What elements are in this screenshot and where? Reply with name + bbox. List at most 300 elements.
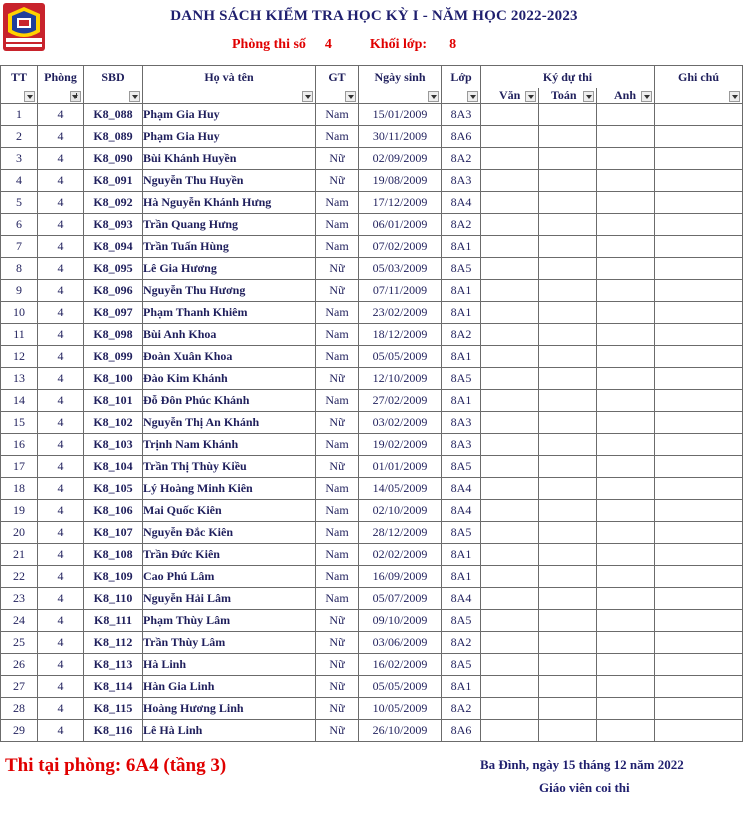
cell-gt: Nam <box>316 126 359 148</box>
cell-name: Phạm Thanh Khiêm <box>143 302 316 324</box>
cell-gt: Nam <box>316 346 359 368</box>
cell-van <box>481 236 539 258</box>
cell-gt: Nữ <box>316 610 359 632</box>
cell-note <box>655 258 743 280</box>
cell-phong: 4 <box>38 104 84 126</box>
cell-cls: 8A6 <box>442 720 481 742</box>
cell-sbd: K8_113 <box>84 654 143 676</box>
cell-van <box>481 104 539 126</box>
cell-tt: 15 <box>1 412 38 434</box>
cell-dob: 05/03/2009 <box>359 258 442 280</box>
filter-row <box>1 88 743 104</box>
cell-dob: 06/01/2009 <box>359 214 442 236</box>
cell-van <box>481 148 539 170</box>
cell-anh <box>597 412 655 434</box>
cell-tt: 14 <box>1 390 38 412</box>
cell-cls: 8A2 <box>442 698 481 720</box>
cell-van <box>481 258 539 280</box>
cell-anh <box>597 676 655 698</box>
cell-phong: 4 <box>38 412 84 434</box>
cell-toan <box>539 258 597 280</box>
cell-gt: Nam <box>316 390 359 412</box>
cell-note <box>655 544 743 566</box>
table-row <box>1 698 743 720</box>
cell-cls: 8A4 <box>442 500 481 522</box>
cell-dob: 05/05/2009 <box>359 676 442 698</box>
filter-active-icon[interactable] <box>70 91 81 102</box>
cell-sbd: K8_112 <box>84 632 143 654</box>
table-row <box>1 654 743 676</box>
cell-toan <box>539 368 597 390</box>
cell-sbd: K8_106 <box>84 500 143 522</box>
cell-name: Đào Kim Khánh <box>143 368 316 390</box>
cell-phong: 4 <box>38 148 84 170</box>
cell-name: Hà Nguyễn Khánh Hưng <box>143 192 316 214</box>
cell-dob: 02/02/2009 <box>359 544 442 566</box>
cell-toan <box>539 632 597 654</box>
cell-toan <box>539 522 597 544</box>
cell-gt: Nam <box>316 566 359 588</box>
cell-anh <box>597 566 655 588</box>
cell-gt: Nam <box>316 588 359 610</box>
cell-sbd: K8_107 <box>84 522 143 544</box>
cell-tt: 6 <box>1 214 38 236</box>
cell-phong: 4 <box>38 500 84 522</box>
cell-gt: Nam <box>316 478 359 500</box>
cell-name: Trần Thùy Lâm <box>143 632 316 654</box>
cell-note <box>655 720 743 742</box>
cell-phong: 4 <box>38 654 84 676</box>
grade-label: Khối lớp: <box>369 37 428 52</box>
cell-dob: 07/02/2009 <box>359 236 442 258</box>
cell-anh <box>597 302 655 324</box>
col-dob: Ngày sinh <box>359 66 442 89</box>
col-sign: Ký dự thi <box>481 66 655 89</box>
cell-name: Nguyễn Thị An Khánh <box>143 412 316 434</box>
cell-note <box>655 500 743 522</box>
cell-van <box>481 654 539 676</box>
cell-sbd: K8_110 <box>84 588 143 610</box>
cell-gt: Nam <box>316 434 359 456</box>
cell-anh <box>597 104 655 126</box>
cell-tt: 26 <box>1 654 38 676</box>
cell-phong: 4 <box>38 544 84 566</box>
cell-van <box>481 368 539 390</box>
table-row <box>1 500 743 522</box>
cell-van <box>481 610 539 632</box>
cell-van <box>481 412 539 434</box>
cell-tt: 20 <box>1 522 38 544</box>
cell-cls: 8A5 <box>442 368 481 390</box>
cell-cls: 8A2 <box>442 148 481 170</box>
cell-toan <box>539 214 597 236</box>
page-title: DANH SÁCH KIỂM TRA HỌC KỲ I - NĂM HỌC 2022-2023 <box>170 8 578 24</box>
cell-dob: 19/02/2009 <box>359 434 442 456</box>
cell-tt: 10 <box>1 302 38 324</box>
table-row <box>1 632 743 654</box>
cell-dob: 23/02/2009 <box>359 302 442 324</box>
cell-phong: 4 <box>38 170 84 192</box>
cell-tt: 2 <box>1 126 38 148</box>
room-label: Phòng thi số <box>232 37 306 52</box>
cell-van <box>481 566 539 588</box>
table-row <box>1 258 743 280</box>
cell-cls: 8A5 <box>442 522 481 544</box>
col-phong: Phòng <box>38 66 84 89</box>
table-row <box>1 192 743 214</box>
cell-toan <box>539 478 597 500</box>
cell-sbd: K8_114 <box>84 676 143 698</box>
cell-tt: 23 <box>1 588 38 610</box>
cell-sbd: K8_101 <box>84 390 143 412</box>
cell-cls: 8A5 <box>442 654 481 676</box>
filter-dropdown-icon[interactable] <box>583 91 594 102</box>
cell-tt: 16 <box>1 434 38 456</box>
cell-cls: 8A1 <box>442 544 481 566</box>
cell-tt: 21 <box>1 544 38 566</box>
col-class: Lớp <box>442 66 481 89</box>
cell-note <box>655 368 743 390</box>
cell-tt: 22 <box>1 566 38 588</box>
room-value: 4 <box>324 37 332 52</box>
cell-phong: 4 <box>38 280 84 302</box>
cell-note <box>655 236 743 258</box>
cell-van <box>481 126 539 148</box>
cell-name: Bùi Anh Khoa <box>143 324 316 346</box>
cell-van <box>481 302 539 324</box>
cell-toan <box>539 236 597 258</box>
cell-gt: Nữ <box>316 368 359 390</box>
filter-dropdown-icon[interactable] <box>302 91 313 102</box>
cell-tt: 1 <box>1 104 38 126</box>
room-info <box>232 37 456 53</box>
table-row <box>1 720 743 742</box>
cell-dob: 19/08/2009 <box>359 170 442 192</box>
col-note: Ghi chú <box>655 66 743 89</box>
cell-tt: 13 <box>1 368 38 390</box>
cell-note <box>655 654 743 676</box>
cell-van <box>481 346 539 368</box>
cell-cls: 8A6 <box>442 126 481 148</box>
cell-toan <box>539 676 597 698</box>
table-row <box>1 104 743 126</box>
cell-cls: 8A3 <box>442 434 481 456</box>
cell-phong: 4 <box>38 720 84 742</box>
col-name: Họ và tên <box>143 66 316 89</box>
cell-phong: 4 <box>38 214 84 236</box>
table-row <box>1 214 743 236</box>
cell-name: Nguyễn Hải Lâm <box>143 588 316 610</box>
cell-sbd: K8_115 <box>84 698 143 720</box>
cell-note <box>655 104 743 126</box>
cell-gt: Nam <box>316 302 359 324</box>
cell-dob: 28/12/2009 <box>359 522 442 544</box>
cell-name: Lê Hà Linh <box>143 720 316 742</box>
cell-sbd: K8_096 <box>84 280 143 302</box>
grade-value: 8 <box>449 37 457 52</box>
cell-note <box>655 478 743 500</box>
cell-toan <box>539 456 597 478</box>
cell-sbd: K8_088 <box>84 104 143 126</box>
cell-note <box>655 126 743 148</box>
cell-van <box>481 698 539 720</box>
cell-anh <box>597 522 655 544</box>
cell-tt: 18 <box>1 478 38 500</box>
table-row <box>1 280 743 302</box>
cell-toan <box>539 434 597 456</box>
table-body <box>1 104 743 742</box>
cell-anh <box>597 720 655 742</box>
cell-dob: 12/10/2009 <box>359 368 442 390</box>
cell-dob: 15/01/2009 <box>359 104 442 126</box>
cell-note <box>655 148 743 170</box>
cell-phong: 4 <box>38 478 84 500</box>
cell-van <box>481 214 539 236</box>
header-row <box>1 66 743 89</box>
cell-cls: 8A4 <box>442 588 481 610</box>
filter-dropdown-icon[interactable] <box>428 91 439 102</box>
cell-cls: 8A2 <box>442 324 481 346</box>
cell-sbd: K8_116 <box>84 720 143 742</box>
footer-signer: Giáo viên coi thi <box>539 780 630 795</box>
cell-name: Trần Quang Hưng <box>143 214 316 236</box>
filter-dropdown-icon[interactable] <box>467 91 478 102</box>
cell-note <box>655 456 743 478</box>
cell-toan <box>539 148 597 170</box>
cell-phong: 4 <box>38 192 84 214</box>
cell-cls: 8A5 <box>442 610 481 632</box>
cell-dob: 05/07/2009 <box>359 588 442 610</box>
filter-dropdown-icon[interactable] <box>129 91 140 102</box>
cell-sbd: K8_099 <box>84 346 143 368</box>
cell-note <box>655 434 743 456</box>
subcol-anh: Anh <box>614 88 637 102</box>
cell-name: Lý Hoàng Minh Kiên <box>143 478 316 500</box>
cell-gt: Nữ <box>316 676 359 698</box>
cell-cls: 8A2 <box>442 632 481 654</box>
cell-sbd: K8_109 <box>84 566 143 588</box>
cell-note <box>655 632 743 654</box>
cell-dob: 09/10/2009 <box>359 610 442 632</box>
filter-dropdown-icon[interactable] <box>641 91 652 102</box>
cell-gt: Nữ <box>316 720 359 742</box>
cell-phong: 4 <box>38 698 84 720</box>
cell-dob: 26/10/2009 <box>359 720 442 742</box>
cell-toan <box>539 170 597 192</box>
cell-sbd: K8_104 <box>84 456 143 478</box>
cell-tt: 17 <box>1 456 38 478</box>
cell-sbd: K8_089 <box>84 126 143 148</box>
cell-note <box>655 346 743 368</box>
cell-toan <box>539 500 597 522</box>
exam-location: Thi tại phòng: 6A4 (tầng 3) <box>5 755 227 776</box>
cell-cls: 8A1 <box>442 280 481 302</box>
cell-sbd: K8_102 <box>84 412 143 434</box>
cell-toan <box>539 412 597 434</box>
cell-gt: Nữ <box>316 632 359 654</box>
cell-sbd: K8_098 <box>84 324 143 346</box>
exam-list-table <box>0 65 743 742</box>
cell-sbd: K8_091 <box>84 170 143 192</box>
cell-dob: 16/09/2009 <box>359 566 442 588</box>
cell-toan <box>539 610 597 632</box>
cell-note <box>655 676 743 698</box>
cell-note <box>655 192 743 214</box>
cell-dob: 27/02/2009 <box>359 390 442 412</box>
cell-name: Trần Đức Kiên <box>143 544 316 566</box>
cell-dob: 14/05/2009 <box>359 478 442 500</box>
cell-toan <box>539 654 597 676</box>
cell-note <box>655 522 743 544</box>
cell-tt: 3 <box>1 148 38 170</box>
cell-phong: 4 <box>38 522 84 544</box>
cell-phong: 4 <box>38 588 84 610</box>
cell-cls: 8A4 <box>442 478 481 500</box>
cell-phong: 4 <box>38 632 84 654</box>
cell-anh <box>597 258 655 280</box>
cell-note <box>655 214 743 236</box>
cell-anh <box>597 390 655 412</box>
cell-tt: 11 <box>1 324 38 346</box>
cell-dob: 02/10/2009 <box>359 500 442 522</box>
table-row <box>1 236 743 258</box>
cell-gt: Nam <box>316 544 359 566</box>
cell-toan <box>539 346 597 368</box>
table-row <box>1 676 743 698</box>
cell-phong: 4 <box>38 368 84 390</box>
filter-dropdown-icon[interactable] <box>525 91 536 102</box>
cell-dob: 07/11/2009 <box>359 280 442 302</box>
cell-anh <box>597 324 655 346</box>
cell-van <box>481 390 539 412</box>
cell-toan <box>539 720 597 742</box>
table-row <box>1 434 743 456</box>
cell-van <box>481 192 539 214</box>
table-row <box>1 610 743 632</box>
cell-name: Nguyễn Đắc Kiên <box>143 522 316 544</box>
cell-note <box>655 324 743 346</box>
table-row <box>1 412 743 434</box>
filter-dropdown-icon[interactable] <box>729 91 740 102</box>
table-row <box>1 324 743 346</box>
table-row <box>1 566 743 588</box>
cell-name: Trần Tuấn Hùng <box>143 236 316 258</box>
cell-name: Bùi Khánh Huyền <box>143 148 316 170</box>
cell-gt: Nữ <box>316 654 359 676</box>
cell-toan <box>539 192 597 214</box>
cell-name: Lê Gia Hương <box>143 258 316 280</box>
cell-name: Nguyễn Thu Huyền <box>143 170 316 192</box>
cell-sbd: K8_097 <box>84 302 143 324</box>
cell-phong: 4 <box>38 258 84 280</box>
cell-tt: 7 <box>1 236 38 258</box>
cell-dob: 18/12/2009 <box>359 324 442 346</box>
cell-phong: 4 <box>38 676 84 698</box>
cell-anh <box>597 148 655 170</box>
cell-anh <box>597 192 655 214</box>
cell-phong: 4 <box>38 302 84 324</box>
filter-dropdown-icon[interactable] <box>24 91 35 102</box>
cell-gt: Nữ <box>316 412 359 434</box>
cell-gt: Nữ <box>316 456 359 478</box>
cell-tt: 4 <box>1 170 38 192</box>
cell-toan <box>539 324 597 346</box>
col-gt: GT <box>316 66 359 89</box>
cell-dob: 30/11/2009 <box>359 126 442 148</box>
cell-gt: Nữ <box>316 698 359 720</box>
cell-cls: 8A5 <box>442 258 481 280</box>
cell-tt: 12 <box>1 346 38 368</box>
cell-van <box>481 676 539 698</box>
cell-sbd: K8_094 <box>84 236 143 258</box>
cell-name: Trần Thị Thùy Kiều <box>143 456 316 478</box>
cell-name: Phạm Thùy Lâm <box>143 610 316 632</box>
cell-name: Phạm Gia Huy <box>143 104 316 126</box>
cell-dob: 03/06/2009 <box>359 632 442 654</box>
cell-toan <box>539 544 597 566</box>
cell-phong: 4 <box>38 236 84 258</box>
cell-name: Đoàn Xuân Khoa <box>143 346 316 368</box>
subcol-van: Văn <box>499 88 521 102</box>
cell-gt: Nam <box>316 236 359 258</box>
subcol-toan: Toán <box>551 88 577 102</box>
cell-dob: 10/05/2009 <box>359 698 442 720</box>
table-row <box>1 456 743 478</box>
table-row <box>1 544 743 566</box>
cell-name: Mai Quốc Kiên <box>143 500 316 522</box>
cell-dob: 17/12/2009 <box>359 192 442 214</box>
cell-toan <box>539 302 597 324</box>
cell-cls: 8A3 <box>442 104 481 126</box>
cell-toan <box>539 280 597 302</box>
cell-gt: Nữ <box>316 280 359 302</box>
cell-phong: 4 <box>38 566 84 588</box>
cell-toan <box>539 390 597 412</box>
cell-note <box>655 588 743 610</box>
cell-tt: 29 <box>1 720 38 742</box>
cell-phong: 4 <box>38 456 84 478</box>
cell-dob: 03/02/2009 <box>359 412 442 434</box>
cell-phong: 4 <box>38 434 84 456</box>
cell-anh <box>597 654 655 676</box>
cell-tt: 9 <box>1 280 38 302</box>
table-row <box>1 302 743 324</box>
cell-anh <box>597 434 655 456</box>
filter-dropdown-icon[interactable] <box>345 91 356 102</box>
cell-anh <box>597 280 655 302</box>
cell-name: Hàn Gia Linh <box>143 676 316 698</box>
cell-phong: 4 <box>38 126 84 148</box>
cell-van <box>481 434 539 456</box>
cell-toan <box>539 104 597 126</box>
cell-dob: 01/01/2009 <box>359 456 442 478</box>
cell-sbd: K8_095 <box>84 258 143 280</box>
cell-sbd: K8_103 <box>84 434 143 456</box>
cell-gt: Nữ <box>316 170 359 192</box>
cell-note <box>655 566 743 588</box>
cell-van <box>481 456 539 478</box>
cell-van <box>481 478 539 500</box>
cell-tt: 19 <box>1 500 38 522</box>
cell-cls: 8A4 <box>442 192 481 214</box>
cell-toan <box>539 698 597 720</box>
cell-gt: Nam <box>316 214 359 236</box>
table-row <box>1 588 743 610</box>
cell-anh <box>597 698 655 720</box>
cell-van <box>481 632 539 654</box>
cell-phong: 4 <box>38 610 84 632</box>
cell-anh <box>597 126 655 148</box>
